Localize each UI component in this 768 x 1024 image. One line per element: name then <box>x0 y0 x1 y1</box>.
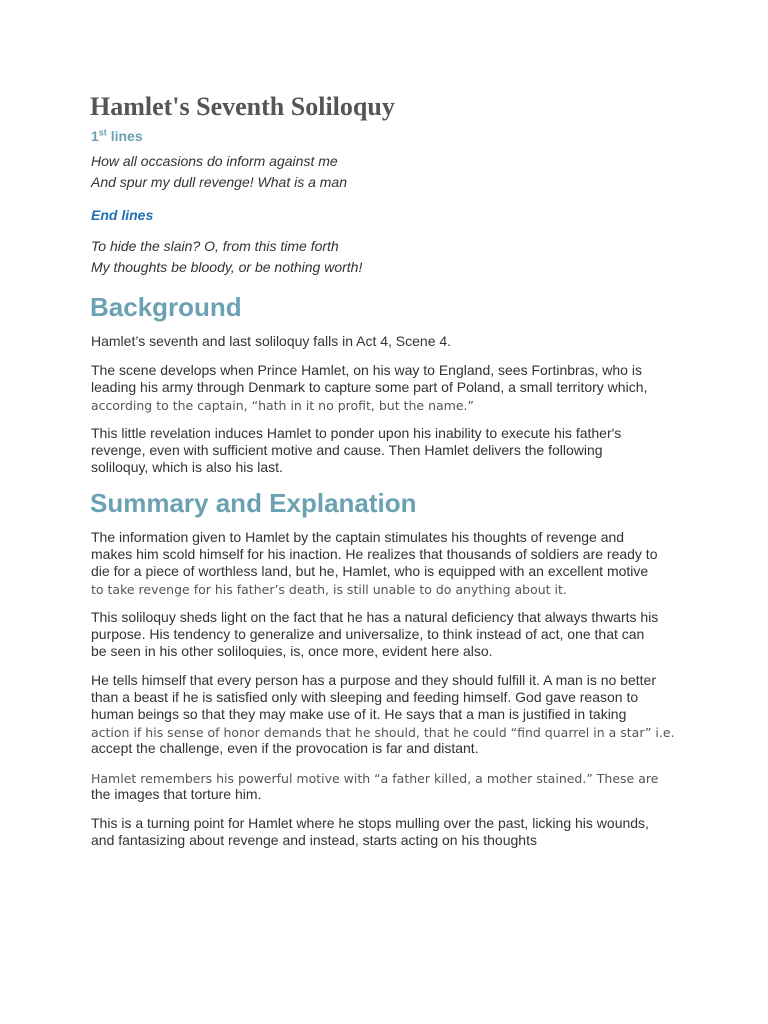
summary-paragraph-2-line-1: This soliloquy sheds light on the fact that he has a natural deficiency that always thwarts his <box>91 609 659 625</box>
summary-paragraph-5-line-2: and fantasizing about revenge and instead, starts acting on his thoughts <box>91 832 537 848</box>
background-paragraph-1: Hamlet’s seventh and last soliloquy falls in Act 4, Scene 4. <box>91 333 452 349</box>
first-lines-verse-1: How all occasions do inform against me <box>91 153 338 169</box>
background-paragraph-3-line-1: This little revelation induces Hamlet to ponder upon his inability to execute his father's <box>91 425 622 441</box>
background-paragraph-3-line-2: revenge, even with sufficient motive and cause. Then Hamlet delivers the following <box>91 442 603 458</box>
first-lines-verse-2: And spur my dull revenge! What is a man <box>91 174 348 190</box>
document-title: Hamlet's Seventh Soliloquy <box>90 92 395 121</box>
first-lines-number: 1 <box>91 128 99 144</box>
background-paragraph-2-line-1: The scene develops when Prince Hamlet, on his way to England, sees Fortinbras, who is <box>91 362 642 378</box>
first-lines-word: lines <box>106 128 143 144</box>
first-lines-superscript: st <box>98 127 107 138</box>
first-lines-label <box>91 127 143 145</box>
summary-paragraph-5-line-1: This is a turning point for Hamlet where he stops mulling over the past, licking his wounds, <box>91 815 649 831</box>
background-paragraph-2-line-3: according to the captain, “hath in it no profit, but the name.” <box>91 398 474 413</box>
summary-paragraph-2-line-2: purpose. His tendency to generalize and universalize, to think instead of act, one that can <box>91 626 645 642</box>
end-lines-verse-2: My thoughts be bloody, or be nothing worth! <box>91 259 363 275</box>
summary-paragraph-1-line-1: The information given to Hamlet by the captain stimulates his thoughts of revenge and <box>91 529 625 545</box>
background-paragraph-2-line-2: leading his army through Denmark to capture some part of Poland, a small territory which, <box>91 379 648 395</box>
summary-heading: Summary and Explanation <box>90 488 417 518</box>
summary-paragraph-1-line-3: die for a piece of worthless land, but he, Hamlet, who is equipped with an excellent motive <box>91 563 649 579</box>
summary-paragraph-3-line-4: action if his sense of honor demands that he should, that he could “find quarrel in a star” i.e. <box>91 725 675 740</box>
summary-paragraph-4-line-2: the images that torture him. <box>91 786 262 802</box>
background-paragraph-3-line-3: soliloquy, which is also his last. <box>91 459 283 475</box>
summary-paragraph-3-line-5: accept the challenge, even if the provocation is far and distant. <box>91 740 479 756</box>
end-lines-label: End lines <box>91 207 154 223</box>
summary-paragraph-1-line-4: to take revenge for his father’s death, is still unable to do anything about it. <box>91 582 567 597</box>
summary-paragraph-3-line-3: human beings so that they may make use of it. He says that a man is justified in taking <box>91 706 627 722</box>
summary-paragraph-4-line-1: Hamlet remembers his powerful motive with “a father killed, a mother stained.” These are <box>91 771 659 786</box>
summary-paragraph-3-line-2: than a beast if he is satisfied only with sleeping and feeding himself. God gave reason to <box>91 689 639 705</box>
background-heading: Background <box>90 292 242 322</box>
summary-paragraph-1-line-2: makes him scold himself for his inaction. He realizes that thousands of soldiers are ready to <box>91 546 658 562</box>
summary-paragraph-3-line-1: He tells himself that every person has a purpose and they should fulfill it. A man is no better <box>91 672 656 688</box>
summary-paragraph-2-line-3: be seen in his other soliloquies, is, once more, evident here also. <box>91 643 493 659</box>
end-lines-verse-1: To hide the slain? O, from this time forth <box>91 238 339 254</box>
